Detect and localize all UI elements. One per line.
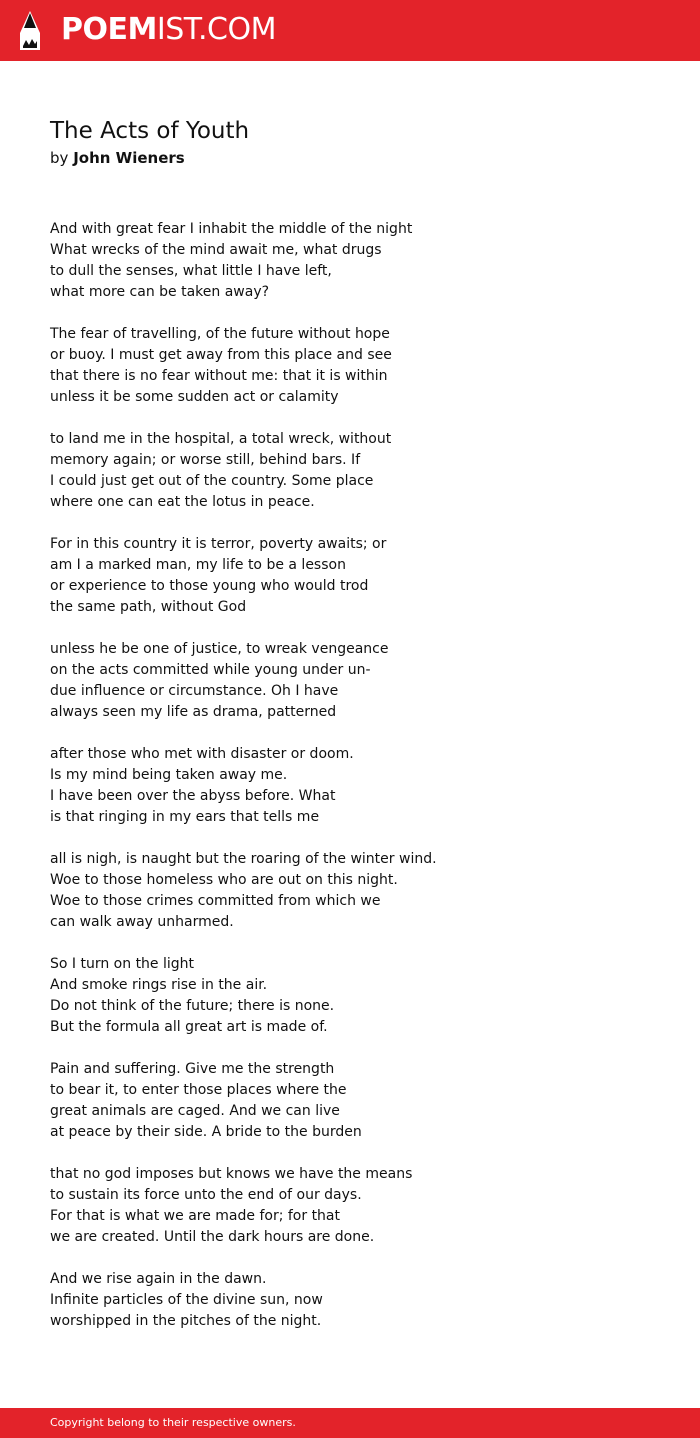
stanza	[50, 1059, 670, 1143]
by-label: by	[50, 149, 69, 167]
pen-nib-icon[interactable]	[17, 10, 43, 52]
copyright-text: Copyright belong to their respective owners.	[50, 1416, 296, 1429]
poem-line: that there is no fear without me: that it is within	[50, 368, 388, 384]
poem-line: or buoy. I must get away from this place and see	[50, 347, 392, 363]
poem-line: Do not think of the future; there is none.	[50, 998, 335, 1014]
stanza	[50, 429, 670, 513]
site-footer	[0, 1408, 700, 1438]
poem-line: after those who met with disaster or doom.	[50, 746, 354, 762]
poem-line: unless it be some sudden act or calamity	[50, 389, 339, 405]
poem-line: For in this country it is terror, poverty awaits; or	[50, 536, 387, 552]
stanza	[50, 219, 670, 303]
poem-line: And smoke rings rise in the air.	[50, 977, 268, 993]
poem-body	[50, 219, 670, 1353]
author-name: John Wieners	[73, 149, 185, 167]
poem-line: Pain and suffering. Give me the strength	[50, 1061, 335, 1077]
site-logo[interactable]	[61, 12, 276, 48]
stanza	[50, 744, 670, 828]
poem-line: due influence or circumstance. Oh I have	[50, 683, 339, 699]
poem-line: unless he be one of justice, to wreak vengeance	[50, 641, 389, 657]
poem-line: to bear it, to enter those places where the	[50, 1082, 347, 1098]
logo-text-light: IST.COM	[156, 12, 276, 47]
poem-line: And we rise again in the dawn.	[50, 1271, 267, 1287]
poem-line: to dull the senses, what little I have left,	[50, 263, 332, 279]
poem-line: all is nigh, is naught but the roaring of the winter wind.	[50, 851, 437, 867]
poem-line: I could just get out of the country. Some place	[50, 473, 374, 489]
byline	[50, 148, 185, 169]
poem-line: Woe to those homeless who are out on this night.	[50, 872, 398, 888]
stanza	[50, 849, 670, 933]
poem-line: great animals are caged. And we can live	[50, 1103, 340, 1119]
poem-line: to sustain its force unto the end of our days.	[50, 1187, 362, 1203]
poem-line: What wrecks of the mind await me, what drugs	[50, 242, 382, 258]
site-header	[0, 0, 700, 61]
poem-line: to land me in the hospital, a total wreck, without	[50, 431, 392, 447]
poem-title: The Acts of Youth	[50, 118, 250, 144]
poem-line: or experience to those young who would trod	[50, 578, 369, 594]
poem-line: on the acts committed while young under un-	[50, 662, 371, 678]
logo-text-strong: POEM	[61, 12, 157, 47]
poem-line: And with great fear I inhabit the middle of the night	[50, 221, 413, 237]
stanza	[50, 639, 670, 723]
poem-line: For that is what we are made for; for that	[50, 1208, 341, 1224]
poem-line: So I turn on the light	[50, 956, 195, 972]
poem-line: The fear of travelling, of the future without hope	[50, 326, 390, 342]
poem-line: always seen my life as drama, patterned	[50, 704, 337, 720]
poem-line: that no god imposes but knows we have the means	[50, 1166, 413, 1182]
poem-line: I have been over the abyss before. What	[50, 788, 336, 804]
poem-line: Woe to those crimes committed from which we	[50, 893, 381, 909]
poem-line: where one can eat the lotus in peace.	[50, 494, 315, 510]
poem-line: what more can be taken away?	[50, 284, 270, 300]
poem-line: is that ringing in my ears that tells me	[50, 809, 320, 825]
poem-line: Is my mind being taken away me.	[50, 767, 288, 783]
poem-line: at peace by their side. A bride to the burden	[50, 1124, 362, 1140]
poem-line: worshipped in the pitches of the night.	[50, 1313, 322, 1329]
stanza	[50, 534, 670, 618]
poem-line: But the formula all great art is made of.	[50, 1019, 328, 1035]
stanza	[50, 954, 670, 1038]
stanza	[50, 324, 670, 408]
stanza	[50, 1164, 670, 1248]
poem-line: can walk away unharmed.	[50, 914, 234, 930]
poem-line: we are created. Until the dark hours are done.	[50, 1229, 375, 1245]
poem-line: am I a marked man, my life to be a lesson	[50, 557, 346, 573]
poem-line: the same path, without God	[50, 599, 247, 615]
poem-line: memory again; or worse still, behind bars. If	[50, 452, 361, 468]
stanza	[50, 1269, 670, 1332]
poem-line: Infinite particles of the divine sun, now	[50, 1292, 323, 1308]
